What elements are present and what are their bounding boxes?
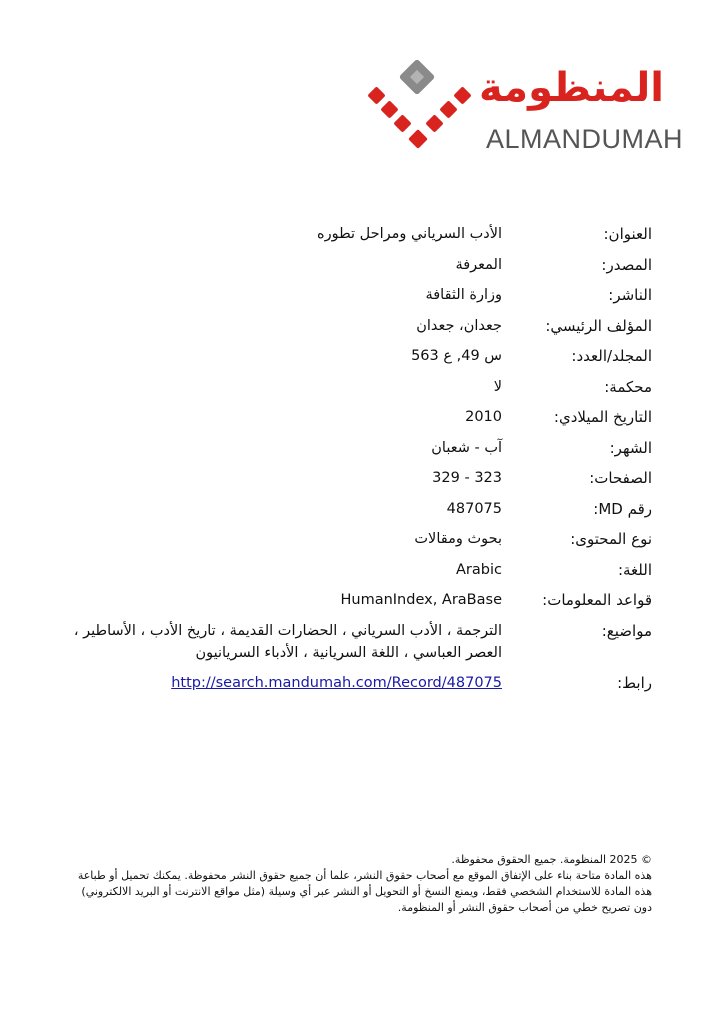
row-pages	[60, 467, 652, 489]
volume-value: س 49, ع 563	[411, 348, 502, 364]
row-title	[60, 223, 652, 245]
pages-label: الصفحات:	[589, 469, 652, 487]
logo-red-diamonds	[367, 86, 471, 149]
source-value: المعرفة	[455, 256, 502, 273]
month-label: الشهر:	[609, 438, 652, 457]
row-subjects	[60, 620, 652, 664]
logo-latin-wordmark: ALMANDUMAH	[486, 124, 684, 154]
row-month	[60, 437, 652, 459]
databases-value: HumanIndex, AraBase	[340, 592, 502, 608]
row-content-type	[60, 528, 652, 550]
row-refereed	[60, 376, 652, 398]
link-container	[60, 672, 502, 694]
author-value: جعدان، جعدان	[416, 317, 502, 334]
publisher-label: الناشر:	[608, 286, 652, 304]
subjects-value: الترجمة ، الأدب السرياني ، الحضارات القديمة ، تاريخ الأدب ، الأساطير ، العصر العباسي ، اللغة السريانية ، الأدباء السريانيون	[73, 622, 502, 661]
row-author	[60, 315, 652, 337]
almandumah-logo	[360, 58, 684, 158]
title-label: العنوان:	[603, 225, 652, 243]
pages-value: 323 - 329	[432, 470, 502, 486]
md-number-label: رقم MD:	[593, 499, 652, 518]
row-databases	[60, 589, 652, 611]
row-md-number	[60, 498, 652, 520]
row-year	[60, 406, 652, 428]
subjects-label: مواضيع:	[601, 621, 652, 640]
row-publisher	[60, 284, 652, 306]
year-label: التاريخ الميلادي:	[553, 408, 652, 426]
publisher-value: وزارة الثقافة	[425, 287, 502, 303]
row-link	[60, 672, 652, 694]
author-label: المؤلف الرئيسي:	[545, 316, 652, 335]
copyright-footer	[60, 852, 652, 916]
refereed-label: محكمة:	[604, 377, 652, 396]
title-value: الأدب السرياني ومراحل تطوره	[317, 226, 502, 242]
language-value: Arabic	[456, 561, 502, 578]
month-value: آب - شعبان	[431, 439, 502, 456]
link-label: رابط:	[617, 674, 652, 692]
row-language	[60, 559, 652, 581]
copyright-line: © 2025 المنظومة. جميع الحقوق محفوظة.	[451, 853, 652, 866]
language-label: اللغة:	[617, 560, 652, 579]
databases-label: قواعد المعلومات:	[542, 591, 652, 609]
volume-label: المجلد/العدد:	[571, 347, 652, 365]
source-label: المصدر:	[601, 255, 652, 274]
record-link[interactable]: http://search.mandumah.com/Record/487075	[171, 675, 502, 691]
logo-diamond-mark	[360, 58, 478, 156]
row-volume	[60, 345, 652, 367]
logo-arabic-wordmark: المنظومة	[479, 65, 664, 111]
row-source	[60, 254, 652, 276]
usage-notice: هذه المادة متاحة بناء على الإتفاق الموقع مع أصحاب حقوق النشر، علما أن جميع حقوق النشر محفوظة. يمكنك تحميل أو طباعة هذه المادة للاستخدام الشخصي فقط، ويمنع النسخ أو التحويل أو النشر عبر أي وسيلة (مثل مواقع الانترنت أو البريد الالكتروني) دون تصريح خطي من أصحاب حقوق النشر أو المنظومة.	[77, 869, 652, 914]
md-number-value: 487075	[446, 500, 502, 517]
logo-gray-diamond	[399, 59, 436, 96]
content-type-label: نوع المحتوى:	[570, 530, 652, 548]
refereed-value: لا	[493, 378, 502, 395]
content-type-value: بحوث ومقالات	[414, 531, 502, 547]
year-value: 2010	[465, 409, 502, 425]
record-metadata	[60, 223, 652, 703]
